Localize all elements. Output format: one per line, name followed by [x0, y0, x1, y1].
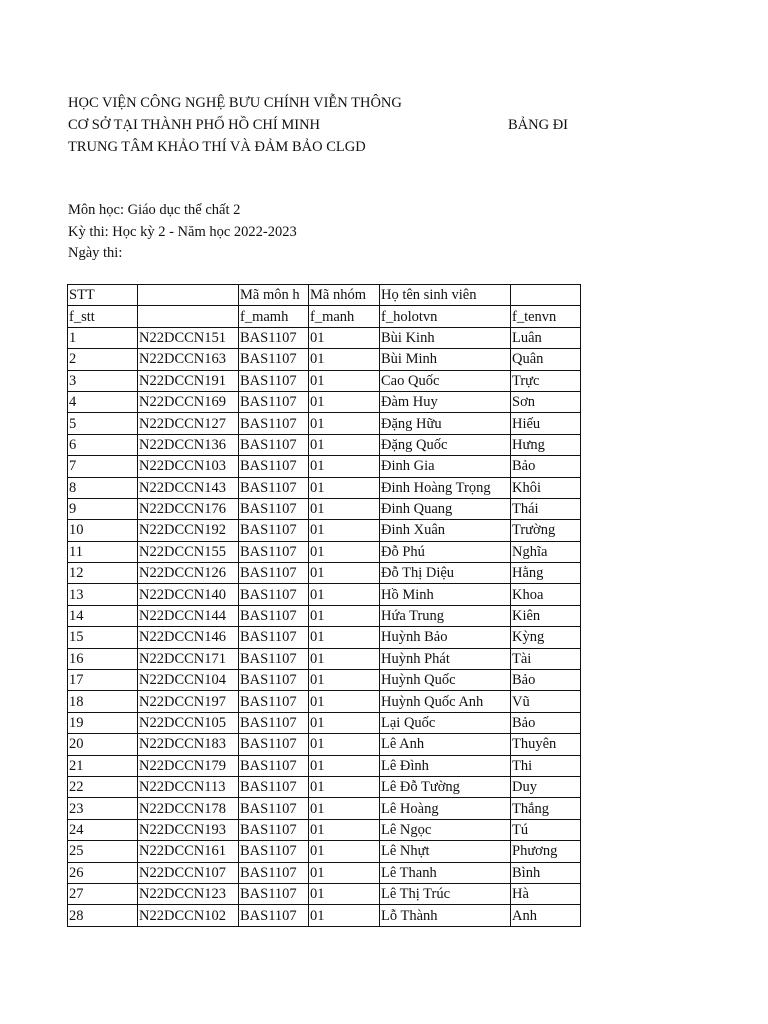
subject-code-cell: BAS1107: [239, 712, 309, 733]
group-code-cell: 01: [309, 413, 380, 434]
student-given-name-cell: Vũ: [511, 691, 581, 712]
student-surname-cell: Lê Ngọc: [380, 819, 511, 840]
group-code-cell: 01: [309, 584, 380, 605]
row-stt-cell: 17: [68, 670, 138, 691]
header-cell-code: [138, 285, 239, 306]
row-stt-cell: 22: [68, 776, 138, 797]
student-id-cell: N22DCCN127: [138, 413, 239, 434]
subject-code-cell: BAS1107: [239, 541, 309, 562]
group-code-cell: 01: [309, 456, 380, 477]
student-surname-cell: Đặng Quốc: [380, 434, 511, 455]
subject-code-cell: BAS1107: [239, 819, 309, 840]
student-surname-cell: Lê Đình: [380, 755, 511, 776]
subject-code-cell: BAS1107: [239, 883, 309, 904]
row-stt-cell: 5: [68, 413, 138, 434]
group-code-cell: 01: [309, 862, 380, 883]
exam-line: Kỳ thi: Học kỳ 2 - Năm học 2022-2023: [68, 224, 297, 240]
student-given-name-cell: Bảo: [511, 712, 581, 733]
table-row: [68, 798, 581, 819]
group-code-cell: 01: [309, 905, 380, 926]
student-id-cell: N22DCCN163: [138, 349, 239, 370]
row-stt-cell: 18: [68, 691, 138, 712]
group-code-cell: 01: [309, 712, 380, 733]
group-code-cell: 01: [309, 819, 380, 840]
group-code-cell: 01: [309, 691, 380, 712]
table-row: [68, 520, 581, 541]
row-stt-cell: 8: [68, 477, 138, 498]
row-stt-cell: 12: [68, 563, 138, 584]
subject-code-cell: BAS1107: [239, 434, 309, 455]
student-surname-cell: Lê Anh: [380, 734, 511, 755]
table-row: [68, 541, 581, 562]
exam-date-line: Ngày thi:: [68, 245, 123, 261]
student-id-cell: N22DCCN193: [138, 819, 239, 840]
student-id-cell: N22DCCN155: [138, 541, 239, 562]
table-row: [68, 862, 581, 883]
student-given-name-cell: Bảo: [511, 456, 581, 477]
student-surname-cell: Huỳnh Bảo: [380, 627, 511, 648]
field-cell-code: [138, 306, 239, 327]
subject-code-cell: BAS1107: [239, 841, 309, 862]
group-code-cell: 01: [309, 498, 380, 519]
table-row: [68, 712, 581, 733]
student-given-name-cell: Hà: [511, 883, 581, 904]
table-row: [68, 327, 581, 348]
student-surname-cell: Đinh Quang: [380, 498, 511, 519]
row-stt-cell: 7: [68, 456, 138, 477]
student-surname-cell: Đinh Xuân: [380, 520, 511, 541]
group-code-cell: 01: [309, 776, 380, 797]
student-surname-cell: Đỗ Phú: [380, 541, 511, 562]
subject-code-cell: BAS1107: [239, 391, 309, 412]
subject-code-cell: BAS1107: [239, 605, 309, 626]
row-stt-cell: 13: [68, 584, 138, 605]
row-stt-cell: 16: [68, 648, 138, 669]
student-given-name-cell: Bình: [511, 862, 581, 883]
field-cell-tenvn: f_tenvn: [511, 306, 581, 327]
student-table-body: [68, 285, 581, 927]
student-given-name-cell: Trực: [511, 370, 581, 391]
subject-code-cell: BAS1107: [239, 563, 309, 584]
group-code-cell: 01: [309, 349, 380, 370]
student-id-cell: N22DCCN144: [138, 605, 239, 626]
subject-line: Môn học: Giáo dục thể chất 2: [68, 202, 241, 218]
student-given-name-cell: Thuyên: [511, 734, 581, 755]
student-id-cell: N22DCCN107: [138, 862, 239, 883]
subject-code-cell: BAS1107: [239, 798, 309, 819]
row-stt-cell: 1: [68, 327, 138, 348]
subject-code-cell: BAS1107: [239, 691, 309, 712]
student-given-name-cell: Hưng: [511, 434, 581, 455]
subject-code-cell: BAS1107: [239, 584, 309, 605]
student-given-name-cell: Tài: [511, 648, 581, 669]
table-row: [68, 584, 581, 605]
group-code-cell: 01: [309, 798, 380, 819]
row-stt-cell: 9: [68, 498, 138, 519]
group-code-cell: 01: [309, 434, 380, 455]
table-row: [68, 755, 581, 776]
student-surname-cell: Huỳnh Quốc Anh: [380, 691, 511, 712]
group-code-cell: 01: [309, 883, 380, 904]
student-given-name-cell: Tú: [511, 819, 581, 840]
subject-code-cell: BAS1107: [239, 755, 309, 776]
header-cell-blank: [511, 285, 581, 306]
student-id-cell: N22DCCN178: [138, 798, 239, 819]
subject-code-cell: BAS1107: [239, 498, 309, 519]
student-id-cell: N22DCCN171: [138, 648, 239, 669]
student-table: [67, 284, 581, 927]
student-id-cell: N22DCCN161: [138, 841, 239, 862]
subject-code-cell: BAS1107: [239, 520, 309, 541]
subject-code-cell: BAS1107: [239, 776, 309, 797]
row-stt-cell: 23: [68, 798, 138, 819]
row-stt-cell: 6: [68, 434, 138, 455]
header-cell-group-code: Mã nhóm: [309, 285, 380, 306]
table-row: [68, 691, 581, 712]
student-id-cell: N22DCCN176: [138, 498, 239, 519]
table-row: [68, 349, 581, 370]
document-title: BẢNG ĐI: [508, 117, 569, 133]
student-id-cell: N22DCCN197: [138, 691, 239, 712]
table-row: [68, 670, 581, 691]
student-id-cell: N22DCCN103: [138, 456, 239, 477]
row-stt-cell: 26: [68, 862, 138, 883]
org-line-3: TRUNG TÂM KHẢO THÍ VÀ ĐẢM BẢO CLGD: [68, 139, 366, 155]
table-row: [68, 434, 581, 455]
student-surname-cell: Cao Quốc: [380, 370, 511, 391]
student-id-cell: N22DCCN105: [138, 712, 239, 733]
student-given-name-cell: Hiếu: [511, 413, 581, 434]
table-row: [68, 413, 581, 434]
student-id-cell: N22DCCN104: [138, 670, 239, 691]
student-surname-cell: Huỳnh Quốc: [380, 670, 511, 691]
student-surname-cell: Lê Hoàng: [380, 798, 511, 819]
student-given-name-cell: Thắng: [511, 798, 581, 819]
subject-code-cell: BAS1107: [239, 349, 309, 370]
student-given-name-cell: Anh: [511, 905, 581, 926]
student-surname-cell: Lỗ Thành: [380, 905, 511, 926]
student-given-name-cell: Hằng: [511, 563, 581, 584]
student-surname-cell: Lê Nhựt: [380, 841, 511, 862]
table-field-row: [68, 306, 581, 327]
table-row: [68, 627, 581, 648]
student-id-cell: N22DCCN136: [138, 434, 239, 455]
student-given-name-cell: Sơn: [511, 391, 581, 412]
student-given-name-cell: Phương: [511, 841, 581, 862]
group-code-cell: 01: [309, 648, 380, 669]
student-given-name-cell: Khoa: [511, 584, 581, 605]
subject-code-cell: BAS1107: [239, 413, 309, 434]
student-given-name-cell: Trường: [511, 520, 581, 541]
subject-code-cell: BAS1107: [239, 648, 309, 669]
row-stt-cell: 21: [68, 755, 138, 776]
student-given-name-cell: Khôi: [511, 477, 581, 498]
student-surname-cell: Lại Quốc: [380, 712, 511, 733]
group-code-cell: 01: [309, 605, 380, 626]
student-id-cell: N22DCCN140: [138, 584, 239, 605]
table-row: [68, 905, 581, 926]
subject-code-cell: BAS1107: [239, 862, 309, 883]
table-row: [68, 605, 581, 626]
student-surname-cell: Bùi Kinh: [380, 327, 511, 348]
table-row: [68, 841, 581, 862]
field-cell-stt: f_stt: [68, 306, 138, 327]
group-code-cell: 01: [309, 391, 380, 412]
table-row: [68, 477, 581, 498]
row-stt-cell: 25: [68, 841, 138, 862]
student-surname-cell: Lê Đỗ Tường: [380, 776, 511, 797]
student-surname-cell: Hứa Trung: [380, 605, 511, 626]
student-surname-cell: Bùi Minh: [380, 349, 511, 370]
table-row: [68, 498, 581, 519]
org-line-2: CƠ SỞ TẠI THÀNH PHỐ HỒ CHÍ MINH: [68, 117, 321, 133]
table-row: [68, 456, 581, 477]
group-code-cell: 01: [309, 327, 380, 348]
row-stt-cell: 2: [68, 349, 138, 370]
student-id-cell: N22DCCN102: [138, 905, 239, 926]
subject-code-cell: BAS1107: [239, 905, 309, 926]
group-code-cell: 01: [309, 520, 380, 541]
row-stt-cell: 28: [68, 905, 138, 926]
table-row: [68, 734, 581, 755]
row-stt-cell: 3: [68, 370, 138, 391]
group-code-cell: 01: [309, 477, 380, 498]
header-cell-subject-code: Mã môn h: [239, 285, 309, 306]
table-row: [68, 776, 581, 797]
student-surname-cell: Đặng Hữu: [380, 413, 511, 434]
row-stt-cell: 20: [68, 734, 138, 755]
student-id-cell: N22DCCN183: [138, 734, 239, 755]
row-stt-cell: 15: [68, 627, 138, 648]
student-given-name-cell: Kiên: [511, 605, 581, 626]
subject-code-cell: BAS1107: [239, 670, 309, 691]
row-stt-cell: 11: [68, 541, 138, 562]
table-row: [68, 370, 581, 391]
group-code-cell: 01: [309, 563, 380, 584]
row-stt-cell: 14: [68, 605, 138, 626]
student-surname-cell: Đàm Huy: [380, 391, 511, 412]
table-row: [68, 391, 581, 412]
student-id-cell: N22DCCN146: [138, 627, 239, 648]
student-surname-cell: Huỳnh Phát: [380, 648, 511, 669]
group-code-cell: 01: [309, 370, 380, 391]
header-cell-stt: STT: [68, 285, 138, 306]
org-line-1: HỌC VIỆN CÔNG NGHỆ BƯU CHÍNH VIỄN THÔNG: [68, 95, 402, 111]
student-id-cell: N22DCCN126: [138, 563, 239, 584]
row-stt-cell: 10: [68, 520, 138, 541]
header-cell-student-name: Họ tên sinh viên: [380, 285, 511, 306]
student-id-cell: N22DCCN192: [138, 520, 239, 541]
student-given-name-cell: Thái: [511, 498, 581, 519]
student-id-cell: N22DCCN191: [138, 370, 239, 391]
student-surname-cell: Đinh Gia: [380, 456, 511, 477]
student-surname-cell: Hồ Minh: [380, 584, 511, 605]
student-given-name-cell: Kỳng: [511, 627, 581, 648]
row-stt-cell: 27: [68, 883, 138, 904]
student-given-name-cell: Nghĩa: [511, 541, 581, 562]
student-id-cell: N22DCCN179: [138, 755, 239, 776]
group-code-cell: 01: [309, 627, 380, 648]
table-row: [68, 648, 581, 669]
field-cell-holotvn: f_holotvn: [380, 306, 511, 327]
group-code-cell: 01: [309, 841, 380, 862]
row-stt-cell: 19: [68, 712, 138, 733]
row-stt-cell: 4: [68, 391, 138, 412]
student-id-cell: N22DCCN151: [138, 327, 239, 348]
student-id-cell: N22DCCN143: [138, 477, 239, 498]
table-row: [68, 883, 581, 904]
group-code-cell: 01: [309, 734, 380, 755]
table-row: [68, 819, 581, 840]
table-row: [68, 563, 581, 584]
group-code-cell: 01: [309, 541, 380, 562]
student-given-name-cell: Bảo: [511, 670, 581, 691]
student-id-cell: N22DCCN113: [138, 776, 239, 797]
student-given-name-cell: Quân: [511, 349, 581, 370]
subject-code-cell: BAS1107: [239, 477, 309, 498]
student-surname-cell: Đỗ Thị Diệu: [380, 563, 511, 584]
subject-code-cell: BAS1107: [239, 370, 309, 391]
student-id-cell: N22DCCN169: [138, 391, 239, 412]
student-given-name-cell: Luân: [511, 327, 581, 348]
field-cell-mamh: f_mamh: [239, 306, 309, 327]
student-given-name-cell: Thi: [511, 755, 581, 776]
row-stt-cell: 24: [68, 819, 138, 840]
student-surname-cell: Lê Thị Trúc: [380, 883, 511, 904]
group-code-cell: 01: [309, 670, 380, 691]
subject-code-cell: BAS1107: [239, 327, 309, 348]
table-header-row: [68, 285, 581, 306]
student-id-cell: N22DCCN123: [138, 883, 239, 904]
student-surname-cell: Lê Thanh: [380, 862, 511, 883]
student-surname-cell: Đinh Hoàng Trọng: [380, 477, 511, 498]
subject-code-cell: BAS1107: [239, 627, 309, 648]
subject-code-cell: BAS1107: [239, 734, 309, 755]
field-cell-manh: f_manh: [309, 306, 380, 327]
subject-code-cell: BAS1107: [239, 456, 309, 477]
student-given-name-cell: Duy: [511, 776, 581, 797]
group-code-cell: 01: [309, 755, 380, 776]
